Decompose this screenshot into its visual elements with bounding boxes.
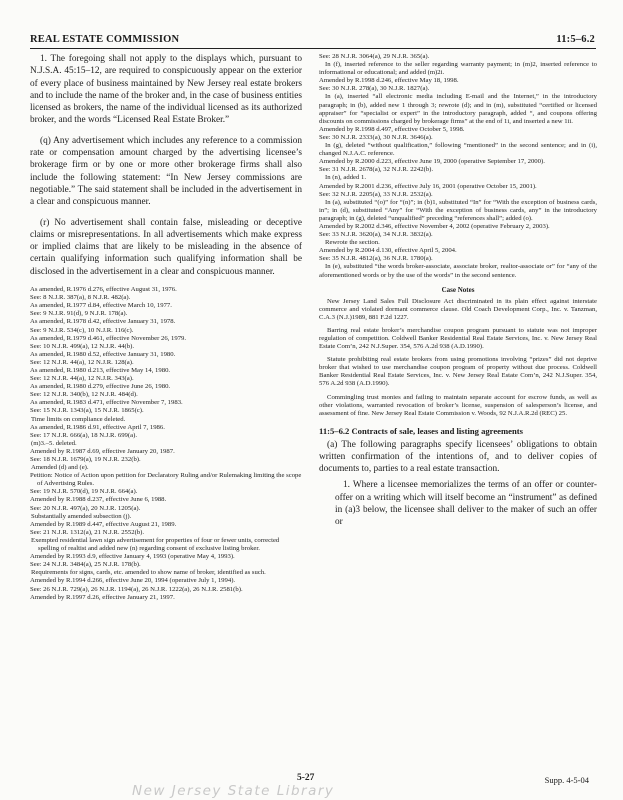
history-entry: Amended by R.1994 d.266, effective June 20, 1994 (operative July 1, 1994). xyxy=(30,577,236,585)
history-entry: Amended by R.1998 d.246, effective May 18, 1998. xyxy=(319,77,459,85)
history-entry: See: 31 N.J.R. 2678(a), 32 N.J.R. 2242(b). xyxy=(319,166,434,174)
history-entry: As amended, R.1978 d.42, effective January 31, 1978. xyxy=(30,318,176,326)
history-entry: As amended, R.1977 d.84, effective March 10, 1977. xyxy=(30,302,172,310)
case-note: Commingling trust monies and failing to maintain separate account for escrow funds, as well as other violations, warranted revocation of broker’s license, suspension of salesperson’s license, and assessment of fine. New Jersey Real Estate Commission v. Woods, 92 N.J.A.R.2d (REC) 25. xyxy=(319,393,597,417)
section-paragraph-a1: 1. Where a licensee memorializes the terms of an offer or counter-offer on a writing which will itself become an “instrument” as defined in (a)3 below, the licensee shall deliver to the maker of such an offer or xyxy=(335,480,597,528)
history-entry: See: 24 N.J.R. 3484(a), 25 N.J.R. 178(b). xyxy=(30,561,141,569)
supplement-date: Supp. 4-5-04 xyxy=(544,775,589,785)
history-entry: See: 18 N.J.R. 1679(a), 19 N.J.R. 232(b). xyxy=(30,456,141,464)
history-entry: Amended by R.1988 d.237, effective June 6, 1988. xyxy=(30,496,167,504)
history-note: In (g), deleted “without qualification,” following “mentioned” in the second sentence; and in (i), changed N.J.A.C. reference. xyxy=(319,142,597,158)
history-entry: Amended by R.1993 d.9, effective January 4, 1993 (operative May 4, 1993). xyxy=(30,553,235,561)
case-note: New Jersey Land Sales Full Disclosure Act discriminated in its plain effect against interstate commerce and violated dormant commerce clause. Old Coach Development Corp., Inc. v. Tanzman, C.A.3 (N.J.)1989, 881 F.2d 1227. xyxy=(319,297,597,321)
history-entry: As amended, R.1980 d.279, effective June 26, 1980. xyxy=(30,383,171,391)
amendment-history-continued xyxy=(319,53,597,280)
history-entry: As amended, R.1980 d.213, effective May 14, 1980. xyxy=(30,366,171,374)
history-note: Rewrote the section. xyxy=(325,239,380,247)
history-entry: Amended by R.2001 d.236, effective July 16, 2001 (operative October 15, 2001). xyxy=(319,182,537,190)
paragraph-q: (q) Any advertisement which includes any reference to a commission rate or compensation amount charged by the advertising licensee’s brokerage firm or by one or more other brokerage firms shall also include the following statement: “In New Jersey commissions are negotiable.” The said statement shall be included in the advertisement in a clear and conspicuous manner. xyxy=(30,135,302,208)
history-entry: See: 30 N.J.R. 2333(a), 30 N.J.R. 3646(a). xyxy=(319,133,433,141)
history-note: In (a), inserted “all electronic media including E-mail and the Internet,” in the introductory paragraph; in (b), added new 1 through 3; rewrote (d); and in (m), substituted “certified or licensed appraiser” for “specialist or expert” in the introductory paragraph, added “, and coupons offering discounts on commissions charged by brokerage firms” at the end of 1i, and inserted a new 1ii. xyxy=(319,93,597,125)
history-note: In (f), inserted reference to the seller regarding warranty payment; in (m)2, inserted reference to informational or educational; and added (m)2i. xyxy=(319,61,597,77)
history-note: Substantially amended subsection (j). xyxy=(31,512,132,520)
history-entry: See: 33 N.J.R. 3620(a), 34 N.J.R. 3832(a). xyxy=(319,231,433,239)
history-entry: As amended, R.1986 d.91, effective April 7, 1986. xyxy=(30,423,165,431)
history-entry: Amended by R.1989 d.447, effective August 21, 1989. xyxy=(30,520,177,528)
history-entry: As amended, R.1980 d.52, effective January 31, 1980. xyxy=(30,350,176,358)
history-entry: See: 10 N.J.R. 499(a), 12 N.J.R. 44(b). xyxy=(30,342,135,350)
library-watermark: New Jersey State Library xyxy=(132,783,335,799)
history-note: Time limits on compliance deleted. xyxy=(31,415,126,423)
history-entry: As amended, R.1979 d.461, effective November 26, 1979. xyxy=(30,334,187,342)
history-note: Exempted residential lawn sign advertisement for properties of four or fewer units, corrected spelling of realtist and added new (n) regarding consent of exclusive listing broker. xyxy=(31,536,280,553)
history-entry: See: 9 N.J.R. 534(c), 10 N.J.R. 116(c). xyxy=(30,326,134,334)
paragraph-r: (r) No advertisement shall contain false, misleading or deceptive claims or misrepresentations. In all advertisements which make express or implied claims that are likely to be misleading in the absence of certain qualifying information such qualifying information shall be disclosed in the advertisement in a clear and conspicuous manner. xyxy=(30,217,302,277)
history-entry: See: 12 N.J.R. 340(b), 12 N.J.R. 484(d). xyxy=(30,391,138,399)
header-rule xyxy=(30,48,596,49)
history-entry: As amended, R.1976 d.276, effective August 31, 1976. xyxy=(30,286,177,294)
page-number: 5-27 xyxy=(297,773,315,783)
header-section-number: 11:5–6.2 xyxy=(556,34,595,45)
history-entry: See: 35 N.J.R. 4812(a), 36 N.J.R. 1780(a). xyxy=(319,255,433,263)
history-entry: See: 12 N.J.R. 44(a), 12 N.J.R. 128(a). xyxy=(30,358,134,366)
history-entry: See: 12 N.J.R. 44(a), 12 N.J.R. 343(a). xyxy=(30,375,134,383)
history-entry: See: 20 N.J.R. 497(a), 20 N.J.R. 1205(a). xyxy=(30,504,141,512)
history-entry: Amended by R.2000 d.223, effective June 19, 2000 (operative September 17, 2000). xyxy=(319,158,545,166)
history-entry: Amended by R.2004 d.130, effective April 5, 2004. xyxy=(319,247,457,255)
history-entry: Amended by R.1997 d.26, effective January 21, 1997. xyxy=(30,593,175,601)
history-note: In (a), substituted “(o)” for “(n)”; in (b)1, substituted “In” for “With the exception of business cards, in”; in (d), substituted “Any” for “With the exception of business cards, any” in the introductory paragraph; in (g), deleted “unqualified” preceding “references shall”; added (o). xyxy=(319,198,597,222)
history-entry: Amended by R.1987 d.69, effective January 20, 1987. xyxy=(30,447,175,455)
section-title: 11:5–6.2 Contracts of sale, leases and listing agreements xyxy=(319,425,523,436)
amendment-history xyxy=(30,286,302,602)
history-entry: See: 21 N.J.R. 1312(a), 21 N.J.R. 2552(b). xyxy=(30,528,145,536)
history-entry: Amended by R.1998 d.497, effective October 5, 1998. xyxy=(319,125,465,133)
history-entry: See: 9 N.J.R. 91(d), 9 N.J.R. 178(a). xyxy=(30,310,128,318)
case-note: Statute prohibiting real estate brokers from using promotions involving “prizes” did not deprive broker that wished to use merchandise coupon program of property without due process. Coldwell Banker Residential Real Estate Services, Inc. v. New Jersey Real Estate Com’n, 242 N.J.Super. 354, 576 A.2d 938 (A.D.1990). xyxy=(319,356,597,388)
history-note: Amended (d) and (e). xyxy=(31,464,89,472)
history-entry: See: 8 N.J.R. 387(a), 8 N.J.R. 482(a). xyxy=(30,294,131,302)
history-note: In (e), substituted “the words broker-associate, associate broker, realtor-associate or” for “any of the aforementioned words or by the use of the words” in the second sentence. xyxy=(319,263,597,279)
history-entry: See: 15 N.J.R. 1343(a), 15 N.J.R. 1865(c). xyxy=(30,407,144,415)
history-entry: See: 19 N.J.R. 570(d), 19 N.J.R. 664(a). xyxy=(30,488,138,496)
history-entry: Petition: Notice of Action upon petition for Declaratory Ruling and/or Rulemaking limiting the scope of Advertising Rules. xyxy=(30,472,302,488)
history-entry: See: 30 N.J.R. 278(a), 30 N.J.R. 1827(a). xyxy=(319,85,430,93)
case-note: Barring real estate broker’s merchandise coupon program pursuant to statute was not improper regulation of competition. Coldwell Banker Residential Real Estate Services, Inc. v. New Jersey Real Estate Com’n, 242 N.J.Super. 354, 576 A.2d 938 (A.D.1990). xyxy=(319,326,597,351)
history-entry: See: 17 N.J.R. 666(a), 18 N.J.R. 699(a). xyxy=(30,431,137,439)
right-column xyxy=(319,53,597,528)
paragraph-p1: 1. The foregoing shall not apply to the displays which, pursuant to N.J.S.A. 45:15–12, are required to conspicuously appear on the exterior of every place of business maintained by New Jersey real estate brokers and to include the name of the broker and, in the case of business entities licensed as brokers, the name of the individual licensed as its authorized broker, and the words “Licensed Real Estate Broker.” xyxy=(30,54,302,126)
history-note: Requirements for signs, cards, etc. amended to show name of broker, identified as such. xyxy=(31,569,266,577)
history-note: (m)3.–5. deleted. xyxy=(31,439,77,447)
history-entry: As amended, R.1983 d.471, effective November 7, 1983. xyxy=(30,399,183,407)
header-title: REAL ESTATE COMMISSION xyxy=(30,34,180,45)
history-entry: Amended by R.2002 d.346, effective November 4, 2002 (operative February 2, 2003). xyxy=(319,222,550,230)
history-note: In (n), added 1. xyxy=(325,174,367,182)
history-entry: See: 28 N.J.R. 3064(a), 29 N.J.R. 365(a). xyxy=(319,53,430,60)
left-column xyxy=(30,53,302,602)
history-entry: See: 32 N.J.R. 2205(a), 33 N.J.R. 2532(a). xyxy=(319,190,433,198)
case-notes-heading: Case Notes xyxy=(441,285,475,294)
section-paragraph-a: (a) The following paragraphs specify licensees’ obligations to obtain written confirmation of the intentions of, and to deliver copies of documents to, parties to a real estate transaction. xyxy=(319,439,597,475)
history-entry: See: 26 N.J.R. 729(a), 26 N.J.R. 1194(a), 26 N.J.R. 1222(a), 26 N.J.R. 2581(b). xyxy=(30,585,243,593)
